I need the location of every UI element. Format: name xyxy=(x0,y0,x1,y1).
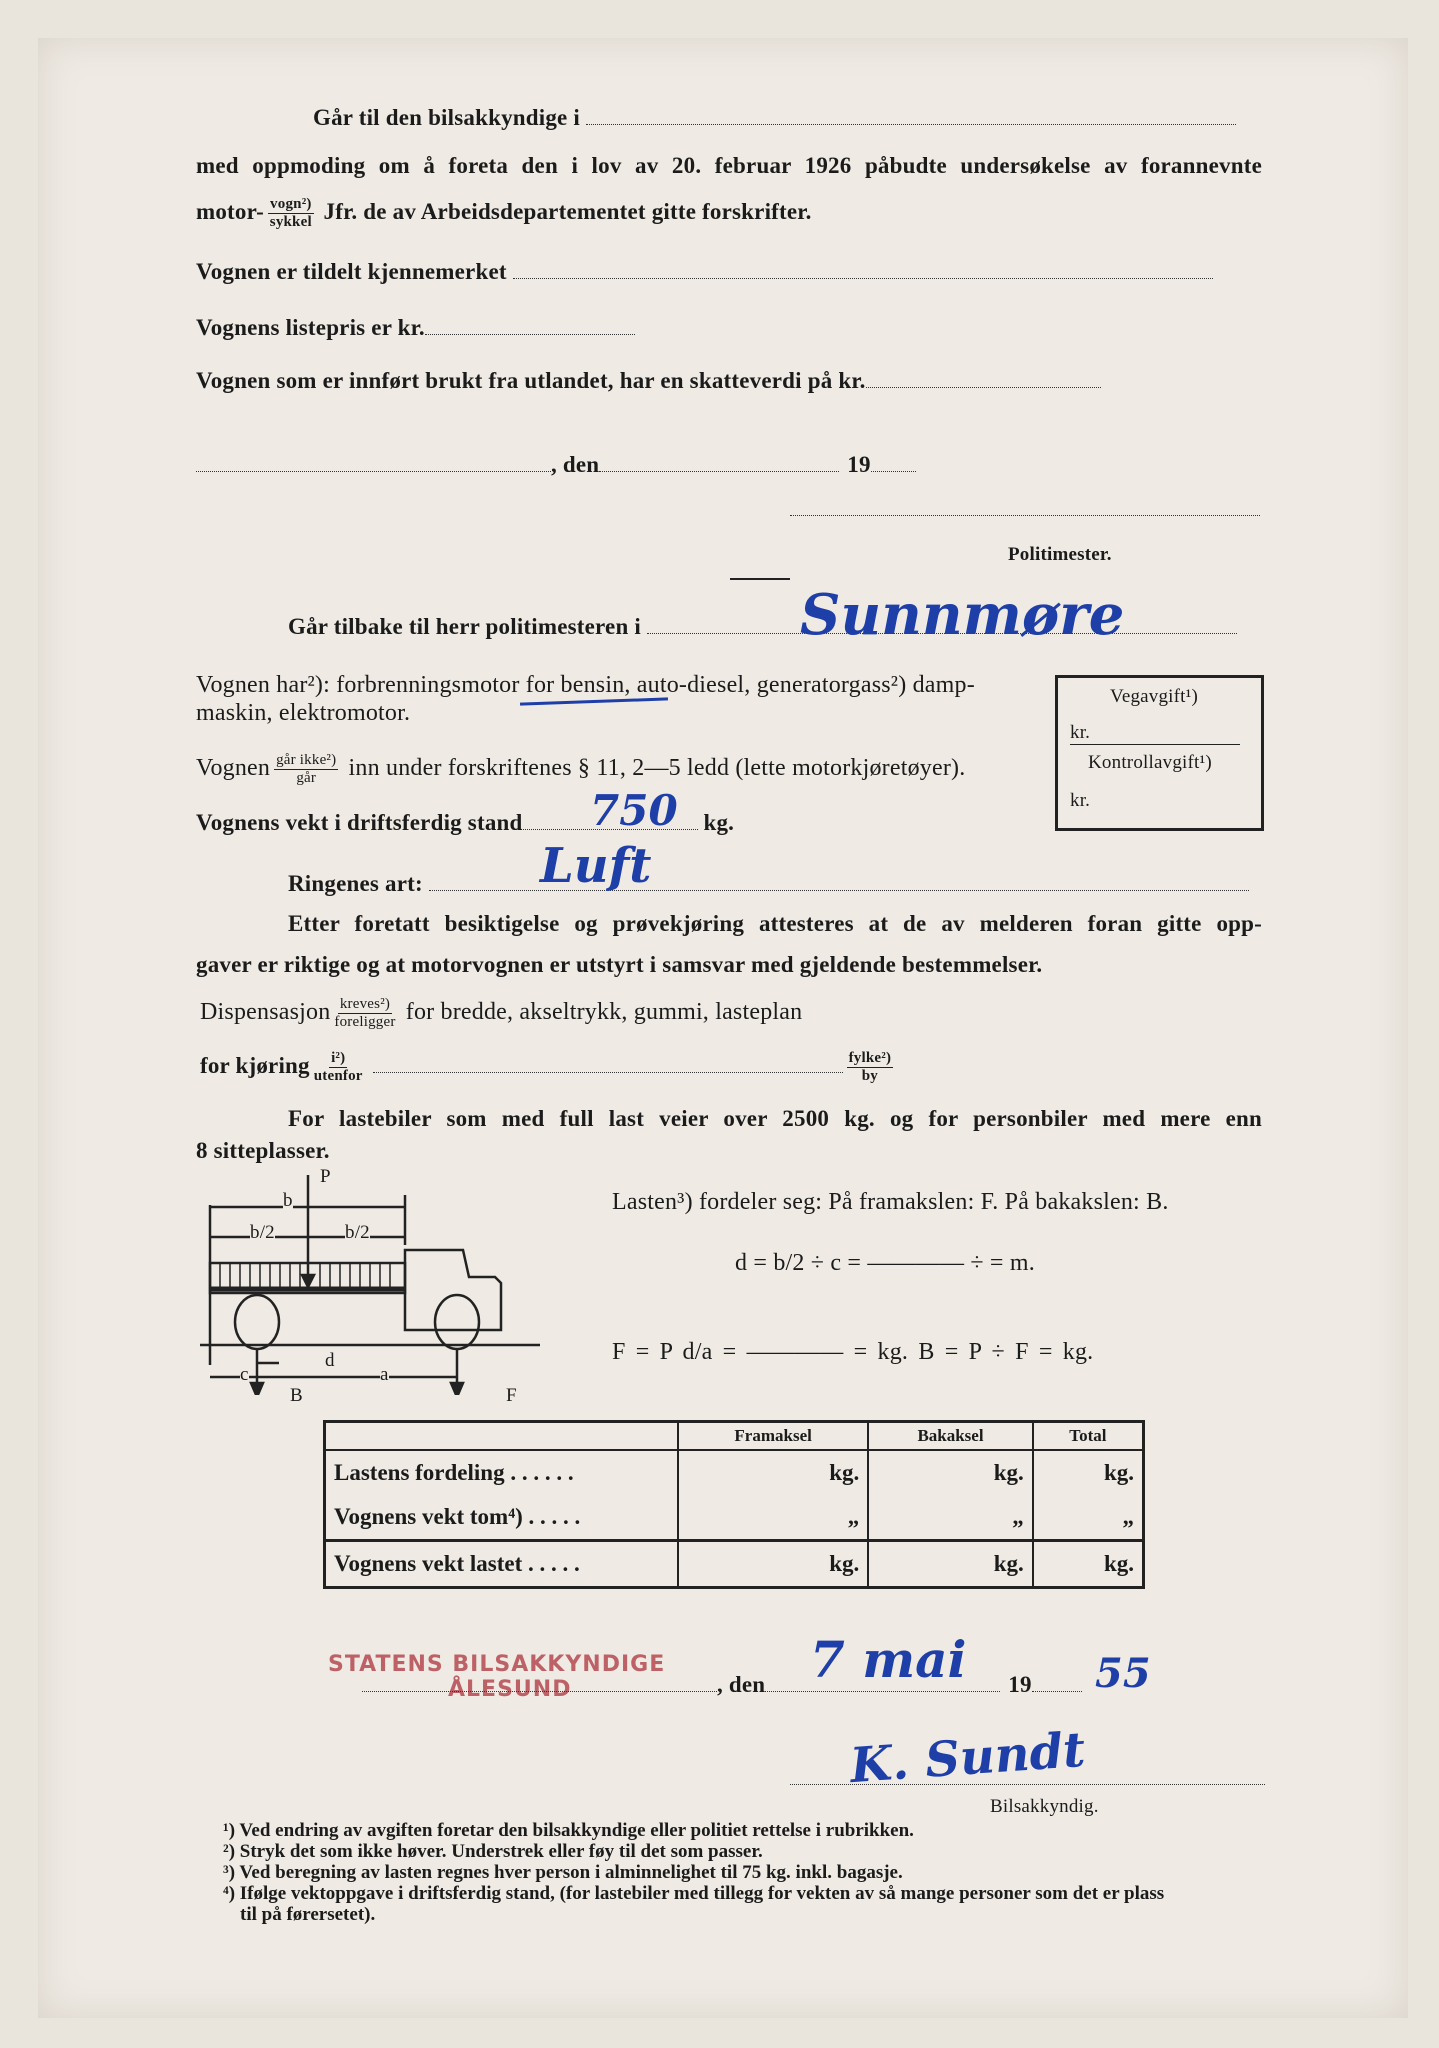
engine-line-1: Vognen har²): forbrenningsmotor for bensin, auto-diesel, generatorgass²) damp- xyxy=(196,672,975,698)
official-stamp: STATENS BILSAKKYNDIGE ÅLESUND xyxy=(328,1652,666,1702)
diagram-label-p: P xyxy=(320,1166,331,1187)
footnote-1: ¹) Ved endring av avgiften foretar den bilsakkyndige eller politiet rettelse i rubrikken. xyxy=(223,1820,914,1841)
import-value-line: Vognen som er innført brukt fra utlandet, har en skatteverdi på kr. xyxy=(196,367,1101,394)
kontrollavgift-label: Kontrollavgift¹) xyxy=(1088,752,1212,773)
diagram-label-b-half-right: b/2 xyxy=(345,1222,370,1243)
truck-line-2: 8 sitteplasser. xyxy=(196,1138,330,1163)
footnote-2: ²) Stryk det som ikke høver. Understrek eller føy til det som passer. xyxy=(223,1841,763,1862)
table-row: Vognens vekt lastet . . . . . kg. kg. kg. xyxy=(325,1541,1144,1588)
plate-line: Vognen er tildelt kjennemerket xyxy=(196,258,1213,285)
truck-line-1: For lastebiler som med full last veier over 2500 kg. og for personbiler med mere enn xyxy=(288,1106,1262,1131)
load-table xyxy=(323,1420,1145,1589)
truck-load-diagram xyxy=(195,1165,565,1395)
diagram-label-b-half-left: b/2 xyxy=(250,1222,275,1243)
fee-box xyxy=(1055,675,1264,831)
handwritten-district: Sunnmøre xyxy=(800,582,1125,648)
load-distribution-text: Lasten³) fordeler seg: På framakslen: F. På bakakslen: B. xyxy=(612,1189,1169,1215)
table-row: Lastens fordeling . . . . . . kg. kg. kg. xyxy=(325,1450,1144,1495)
driving-area-line: for kjøring $\frac{\text{i²)}}{\text{utenfor}}$ $\frac{\text{fylke²)}}{by}$ xyxy=(200,1050,892,1084)
col-total: Total xyxy=(1033,1422,1144,1451)
returns-line: Går tilbake til herr politimesteren i xyxy=(288,613,1237,640)
politimester-label: Politimester. xyxy=(1008,544,1112,565)
signature: K. Sundt xyxy=(848,1721,1088,1795)
dispensation-line: Dispensasjon $\frac{\text{kreves²)}}{\text{foreligger}}$ for bredde, akseltrykk, gummi, lasteplan xyxy=(200,996,803,1030)
diagram-label-d: d xyxy=(325,1350,335,1371)
signing-date-line: , den 19 xyxy=(362,1671,1082,1698)
diagram-label-B: B xyxy=(290,1385,303,1406)
list-price-line: Vognens listepris er kr. xyxy=(196,314,635,341)
footnote-4: ⁴) Ifølge vektoppgave i driftsferdig stand, (for lastebiler med tillegg for vekten av så mange personer som det er plass xyxy=(223,1883,1165,1904)
table-row: Vognens vekt tom⁴) . . . . . „ „ „ xyxy=(325,1495,1144,1541)
handwritten-date: 7 mai xyxy=(810,1630,967,1689)
motor-line: motor- $\frac{\text{vogn²)}}{\text{sykkel}}$ Jfr. de av Arbeidsdepartementet gitte forskrifter. xyxy=(196,196,812,230)
light-vehicle-line: Vognen $\frac{\text{går ikke²)}}{\text{går}}$ inn under forskriftenes § 11, 2—5 ledd (lette motorkjøretøyer). xyxy=(196,752,966,786)
bilsakkyndig-label: Bilsakkyndig. xyxy=(990,1796,1099,1817)
attest-line-1: Etter foretatt besiktigelse og prøvekjøring attesteres at de av melderen foran gitte opp- xyxy=(288,911,1262,936)
footnote-3: ³) Ved beregning av lasten regnes hver person i alminnelighet til 75 kg. inkl. bagasje. xyxy=(223,1862,903,1883)
attest-line-2: gaver er riktige og at motorvognen er utstyrt i samsvar med gjeldende bestemmelser. xyxy=(196,952,1043,977)
handwritten-year: 55 xyxy=(1095,1650,1151,1697)
footnote-4-cont: til på førersetet). xyxy=(240,1904,376,1925)
handwritten-tyres: Luft xyxy=(540,838,652,894)
diagram-label-F: F xyxy=(506,1385,517,1406)
vegavgift-kr: kr. xyxy=(1070,722,1240,745)
diagram-label-b: b xyxy=(283,1190,293,1211)
kontrollavgift-kr: kr. xyxy=(1070,790,1091,811)
place-date-line: , den 19 xyxy=(196,451,916,478)
col-framaksel: Framaksel xyxy=(678,1422,868,1451)
request-line: med oppmoding om å foreta den i lov av 20. februar 1926 påbudte undersøkelse av forannevnte xyxy=(196,153,1262,178)
vegavgift-label: Vegavgift¹) xyxy=(1110,686,1199,707)
tyres-line: Ringenes art: xyxy=(288,870,1249,897)
engine-line-2: maskin, elektromotor. xyxy=(196,700,411,726)
formula-f-b: F = P d/a = ———— = kg. B = P ÷ F = kg. xyxy=(612,1339,1094,1365)
goes-to-line: Går til den bilsakkyndige i xyxy=(313,104,1236,131)
col-bakaksel: Bakaksel xyxy=(868,1422,1033,1451)
diagram-label-a: a xyxy=(380,1364,389,1385)
diagram-label-c: c xyxy=(240,1364,249,1385)
handwritten-weight: 750 xyxy=(590,786,678,835)
formula-d: d = b/2 ÷ c = ———— ÷ = m. xyxy=(735,1250,1035,1276)
weight-line: Vognens vekt i driftsferdig stand kg. xyxy=(196,810,735,835)
